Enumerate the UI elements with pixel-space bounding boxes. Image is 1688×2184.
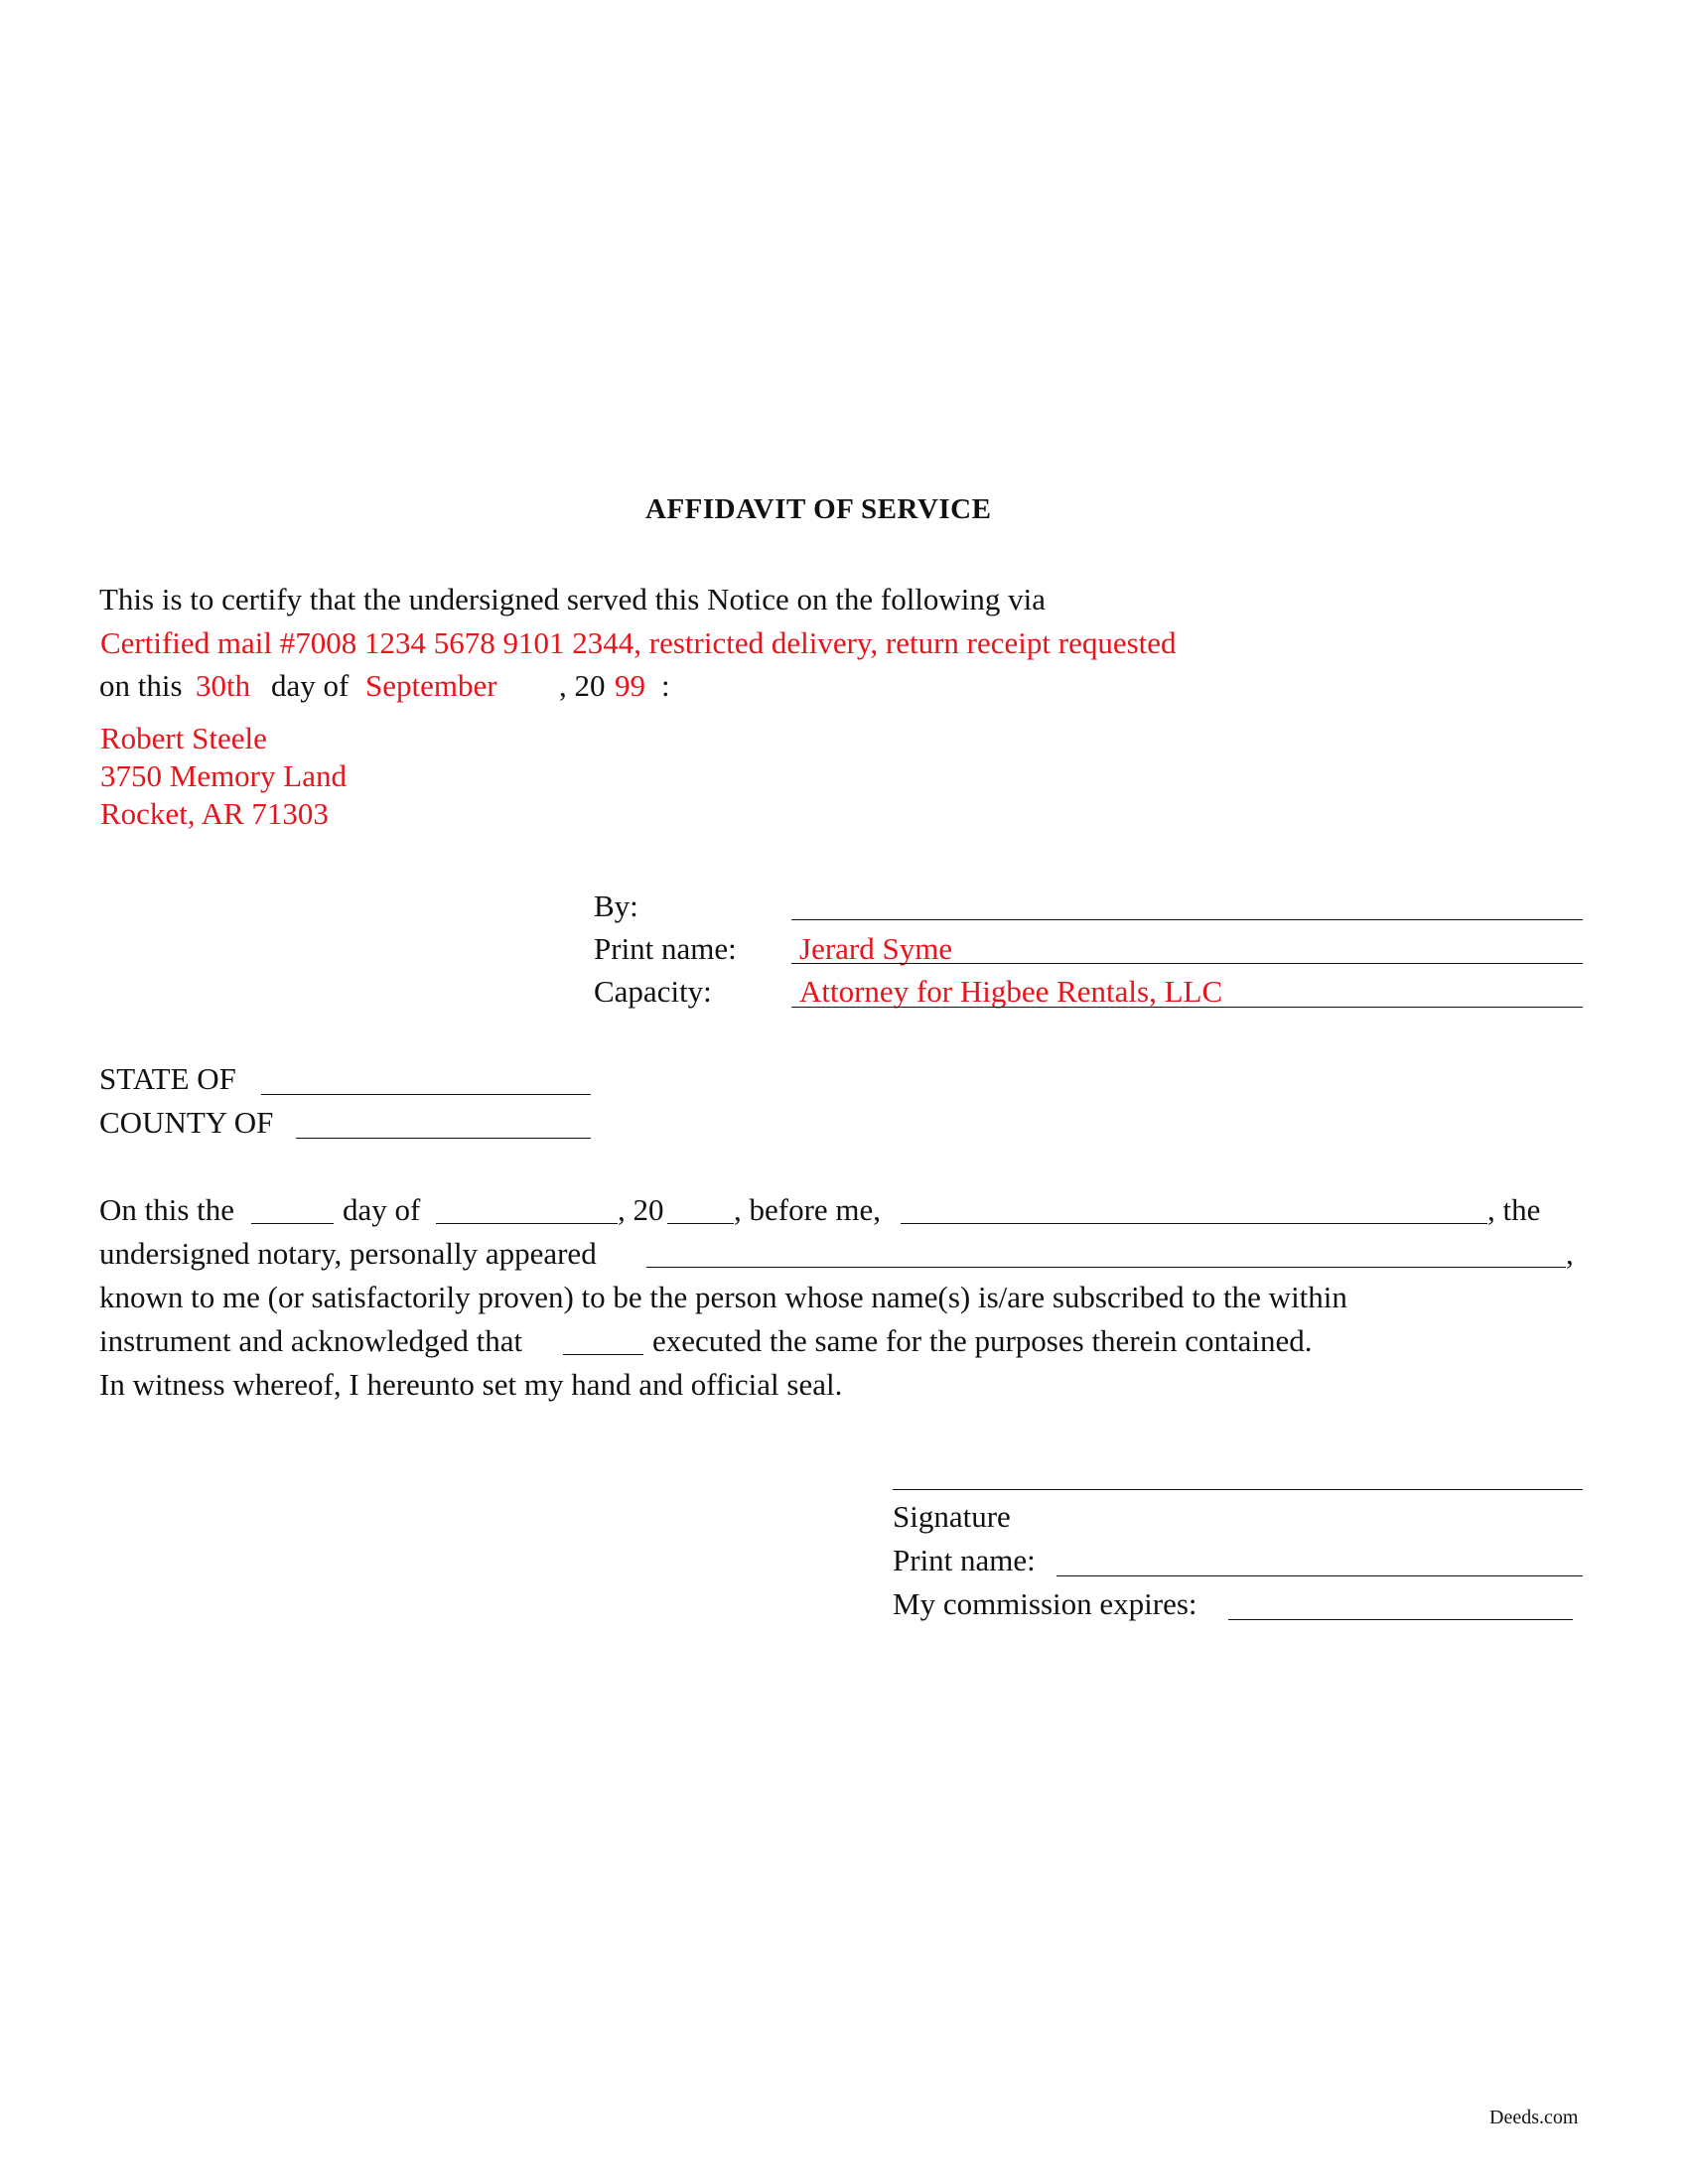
recipient-street: 3750 Memory Land — [100, 758, 347, 793]
acknowledged-line — [563, 1354, 643, 1355]
notary-instrument-text: instrument and acknowledged that — [99, 1323, 523, 1358]
notary-executed-text: executed the same for the purposes therein contained. — [652, 1323, 1313, 1358]
capacity-label: Capacity: — [594, 974, 712, 1009]
date-year-prefix: , 20 — [559, 668, 606, 703]
print-name-line — [791, 963, 1583, 964]
notary-appeared-comma: , — [1566, 1236, 1574, 1271]
notary-signature-line — [893, 1489, 1583, 1490]
notary-signature-label: Signature — [893, 1499, 1011, 1534]
county-line — [296, 1138, 591, 1139]
page-title: AFFIDAVIT OF SERVICE — [645, 493, 992, 525]
notary-day-line — [251, 1223, 334, 1224]
recipient-name: Robert Steele — [100, 721, 267, 755]
by-signature-line — [791, 919, 1583, 920]
notary-name-line — [901, 1223, 1487, 1224]
notary-month-line — [436, 1223, 618, 1224]
footer-brand: Deeds.com — [1489, 2107, 1579, 2128]
notary-print-name-line — [1056, 1575, 1583, 1576]
appeared-line — [646, 1267, 1566, 1268]
state-of-label: STATE OF — [99, 1061, 236, 1096]
notary-appeared-text: undersigned notary, personally appeared — [99, 1236, 597, 1271]
date-colon: : — [661, 668, 670, 703]
by-label: By: — [594, 888, 638, 923]
state-line — [261, 1094, 591, 1095]
notary-comma-20: , 20 — [618, 1192, 664, 1227]
capacity-value: Attorney for Higbee Rentals, LLC — [799, 974, 1223, 1009]
certify-line: This is to certify that the undersigned served this Notice on the following via — [99, 582, 1047, 616]
service-month: September — [365, 668, 497, 703]
service-day: 30th — [196, 668, 251, 703]
capacity-line — [791, 1007, 1583, 1008]
notary-commission-line — [1228, 1619, 1573, 1620]
notary-day-of: day of — [343, 1192, 421, 1227]
print-name-label: Print name: — [594, 931, 737, 966]
notary-known-text: known to me (or satisfactorily proven) to be the person whose name(s) is/are subscribed to the within — [99, 1280, 1347, 1314]
notary-on-this-the: On this the — [99, 1192, 235, 1227]
county-of-label: COUNTY OF — [99, 1105, 274, 1140]
notary-print-name-label: Print name: — [893, 1543, 1036, 1577]
notary-the: , the — [1487, 1192, 1541, 1227]
service-year: 99 — [615, 668, 645, 703]
recipient-city-state-zip: Rocket, AR 71303 — [100, 796, 329, 831]
date-day-of: day of — [271, 668, 350, 703]
notary-commission-label: My commission expires: — [893, 1586, 1197, 1621]
notary-witness-text: In witness whereof, I hereunto set my hand and official seal. — [99, 1367, 843, 1402]
date-prefix: on this — [99, 668, 183, 703]
print-name-value: Jerard Syme — [799, 931, 953, 966]
notary-before-me: , before me, — [734, 1192, 882, 1227]
notary-year-line — [667, 1223, 734, 1224]
service-method: Certified mail #7008 1234 5678 9101 2344, restricted delivery, return receipt requested — [100, 625, 1177, 660]
